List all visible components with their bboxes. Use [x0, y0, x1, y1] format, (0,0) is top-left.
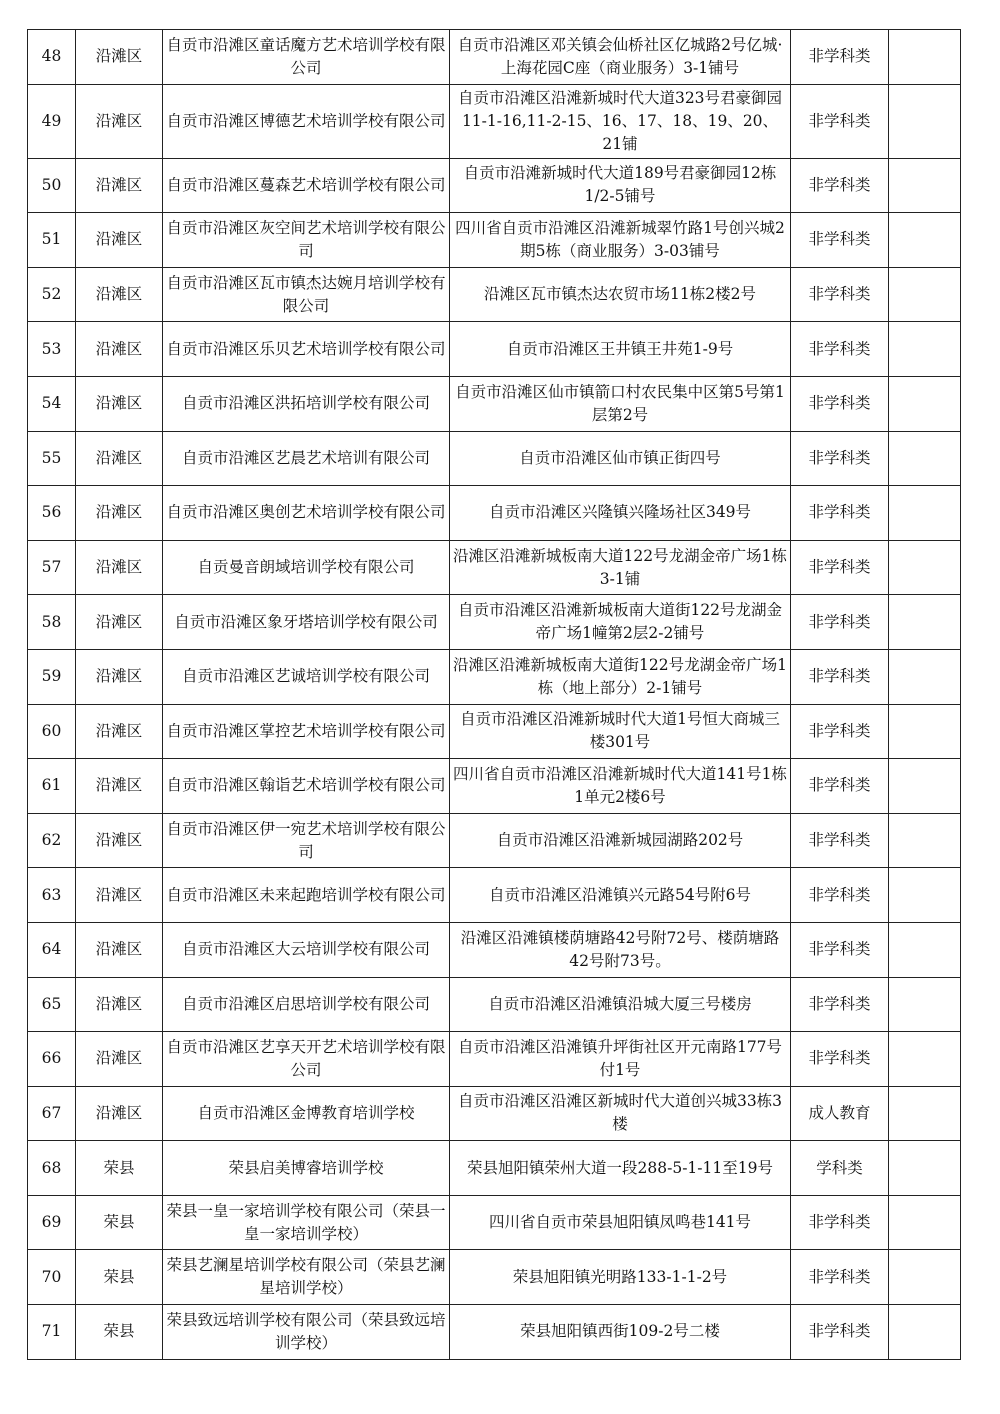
category-cell: 非学科类: [791, 322, 889, 377]
row-number-cell: 71: [28, 1305, 76, 1360]
table-row: [28, 1141, 961, 1196]
note-cell: [889, 267, 961, 322]
row-number-cell: 51: [28, 213, 76, 268]
category-cell: 成人教育: [791, 1086, 889, 1141]
note-cell: [889, 704, 961, 759]
district-cell: 沿滩区: [76, 1032, 163, 1087]
district-cell: 沿滩区: [76, 649, 163, 704]
row-number-cell: 66: [28, 1032, 76, 1087]
note-cell: [889, 595, 961, 650]
row-number-cell: 65: [28, 977, 76, 1032]
school-name-cell: 自贡市沿滩区大云培训学校有限公司: [163, 922, 450, 977]
note-cell: [889, 30, 961, 85]
category-cell: 非学科类: [791, 431, 889, 486]
row-number-cell: 63: [28, 868, 76, 923]
table-row: [28, 1195, 961, 1250]
table-row: [28, 30, 961, 85]
school-name-cell: 自贡市沿滩区伊一宛艺术培训学校有限公司: [163, 813, 450, 868]
note-cell: [889, 431, 961, 486]
school-name-cell: 自贡曼音朗域培训学校有限公司: [163, 540, 450, 595]
address-cell: 四川省自贡市沿滩区沿滩新城时代大道141号1栋1单元2楼6号: [450, 759, 791, 814]
address-cell: 荣县旭阳镇荣州大道一段288-5-1-11至19号: [450, 1141, 791, 1196]
district-cell: 沿滩区: [76, 595, 163, 650]
note-cell: [889, 1305, 961, 1360]
table-row: [28, 486, 961, 541]
school-name-cell: 自贡市沿滩区博德艺术培训学校有限公司: [163, 84, 450, 158]
district-cell: 沿滩区: [76, 322, 163, 377]
district-cell: 沿滩区: [76, 30, 163, 85]
address-cell: 自贡市沿滩新城时代大道189号君豪御园12栋1/2-5铺号: [450, 158, 791, 213]
row-number-cell: 55: [28, 431, 76, 486]
note-cell: [889, 649, 961, 704]
table-row: [28, 1086, 961, 1141]
table-row: [28, 540, 961, 595]
row-number-cell: 54: [28, 376, 76, 431]
address-cell: 自贡市沿滩区沿滩镇升坪街社区开元南路177号付1号: [450, 1032, 791, 1087]
school-name-cell: 自贡市沿滩区洪拓培训学校有限公司: [163, 376, 450, 431]
row-number-cell: 67: [28, 1086, 76, 1141]
category-cell: 非学科类: [791, 868, 889, 923]
row-number-cell: 68: [28, 1141, 76, 1196]
category-cell: 非学科类: [791, 813, 889, 868]
table-row: [28, 977, 961, 1032]
note-cell: [889, 486, 961, 541]
school-name-cell: 自贡市沿滩区瓦市镇杰达婉月培训学校有限公司: [163, 267, 450, 322]
district-cell: 沿滩区: [76, 704, 163, 759]
row-number-cell: 59: [28, 649, 76, 704]
note-cell: [889, 540, 961, 595]
note-cell: [889, 1250, 961, 1305]
address-cell: 自贡市沿滩区王井镇王井苑1-9号: [450, 322, 791, 377]
row-number-cell: 60: [28, 704, 76, 759]
school-name-cell: 自贡市沿滩区艺晨艺术培训有限公司: [163, 431, 450, 486]
row-number-cell: 61: [28, 759, 76, 814]
district-cell: 沿滩区: [76, 922, 163, 977]
school-name-cell: 自贡市沿滩区未来起跑培训学校有限公司: [163, 868, 450, 923]
address-cell: 自贡市沿滩区沿滩镇兴元路54号附6号: [450, 868, 791, 923]
category-cell: 非学科类: [791, 267, 889, 322]
address-cell: 自贡市沿滩区仙市镇正街四号: [450, 431, 791, 486]
note-cell: [889, 158, 961, 213]
district-cell: 沿滩区: [76, 1086, 163, 1141]
address-cell: 荣县旭阳镇光明路133-1-1-2号: [450, 1250, 791, 1305]
category-cell: 非学科类: [791, 158, 889, 213]
district-cell: 荣县: [76, 1141, 163, 1196]
school-name-cell: 自贡市沿滩区金博教育培训学校: [163, 1086, 450, 1141]
district-cell: 沿滩区: [76, 84, 163, 158]
table-row: [28, 649, 961, 704]
note-cell: [889, 922, 961, 977]
note-cell: [889, 868, 961, 923]
address-cell: 沿滩区沿滩新城板南大道街122号龙湖金帝广场1栋（地上部分）2-1铺号: [450, 649, 791, 704]
row-number-cell: 62: [28, 813, 76, 868]
table-row: [28, 322, 961, 377]
district-cell: 沿滩区: [76, 267, 163, 322]
row-number-cell: 58: [28, 595, 76, 650]
school-name-cell: 自贡市沿滩区乐贝艺术培训学校有限公司: [163, 322, 450, 377]
district-cell: 沿滩区: [76, 376, 163, 431]
row-number-cell: 49: [28, 84, 76, 158]
address-cell: 自贡市沿滩区仙市镇箭口村农民集中区第5号第1层第2号: [450, 376, 791, 431]
table-row: [28, 213, 961, 268]
category-cell: 非学科类: [791, 1305, 889, 1360]
address-cell: 四川省自贡市沿滩区沿滩新城翠竹路1号创兴城2期5栋（商业服务）3-03铺号: [450, 213, 791, 268]
category-cell: 非学科类: [791, 649, 889, 704]
address-cell: 荣县旭阳镇西街109-2号二楼: [450, 1305, 791, 1360]
training-school-table: [27, 29, 961, 1360]
district-cell: 沿滩区: [76, 977, 163, 1032]
category-cell: 学科类: [791, 1141, 889, 1196]
note-cell: [889, 84, 961, 158]
address-cell: 自贡市沿滩区沿滩新城时代大道323号君豪御园11-1-16,11-2-15、16、17、18、19、20、21铺: [450, 84, 791, 158]
category-cell: 非学科类: [791, 376, 889, 431]
row-number-cell: 48: [28, 30, 76, 85]
address-cell: 自贡市沿滩区兴隆镇兴隆场社区349号: [450, 486, 791, 541]
category-cell: 非学科类: [791, 977, 889, 1032]
category-cell: 非学科类: [791, 922, 889, 977]
table-row: [28, 759, 961, 814]
address-cell: 四川省自贡市荣县旭阳镇凤鸣巷141号: [450, 1195, 791, 1250]
school-name-cell: 自贡市沿滩区艺诚培训学校有限公司: [163, 649, 450, 704]
table-row: [28, 595, 961, 650]
table-row: [28, 376, 961, 431]
address-cell: 自贡市沿滩区沿滩新城园湖路202号: [450, 813, 791, 868]
table-row: [28, 922, 961, 977]
address-cell: 沿滩区瓦市镇杰达农贸市场11栋2楼2号: [450, 267, 791, 322]
note-cell: [889, 759, 961, 814]
district-cell: 沿滩区: [76, 213, 163, 268]
note-cell: [889, 1195, 961, 1250]
district-cell: 荣县: [76, 1250, 163, 1305]
category-cell: 非学科类: [791, 1032, 889, 1087]
row-number-cell: 64: [28, 922, 76, 977]
note-cell: [889, 1032, 961, 1087]
district-cell: 沿滩区: [76, 868, 163, 923]
category-cell: 非学科类: [791, 1250, 889, 1305]
row-number-cell: 69: [28, 1195, 76, 1250]
row-number-cell: 50: [28, 158, 76, 213]
table-row: [28, 704, 961, 759]
category-cell: 非学科类: [791, 486, 889, 541]
district-cell: 沿滩区: [76, 158, 163, 213]
school-name-cell: 自贡市沿滩区灰空间艺术培训学校有限公司: [163, 213, 450, 268]
school-name-cell: 自贡市沿滩区奥创艺术培训学校有限公司: [163, 486, 450, 541]
category-cell: 非学科类: [791, 84, 889, 158]
address-cell: 自贡市沿滩区邓关镇会仙桥社区亿城路2号亿城·上海花园C座（商业服务）3-1铺号: [450, 30, 791, 85]
category-cell: 非学科类: [791, 759, 889, 814]
district-cell: 荣县: [76, 1305, 163, 1360]
table-row: [28, 1250, 961, 1305]
school-name-cell: 荣县致远培训学校有限公司（荣县致远培训学校）: [163, 1305, 450, 1360]
category-cell: 非学科类: [791, 595, 889, 650]
school-name-cell: 自贡市沿滩区启思培训学校有限公司: [163, 977, 450, 1032]
row-number-cell: 52: [28, 267, 76, 322]
table-row: [28, 84, 961, 158]
school-name-cell: 荣县艺澜星培训学校有限公司（荣县艺澜星培训学校）: [163, 1250, 450, 1305]
school-name-cell: 自贡市沿滩区象牙塔培训学校有限公司: [163, 595, 450, 650]
note-cell: [889, 213, 961, 268]
district-cell: 沿滩区: [76, 813, 163, 868]
note-cell: [889, 1141, 961, 1196]
category-cell: 非学科类: [791, 213, 889, 268]
address-cell: 自贡市沿滩区沿滩镇沿城大厦三号楼房: [450, 977, 791, 1032]
note-cell: [889, 322, 961, 377]
district-cell: 荣县: [76, 1195, 163, 1250]
table-body: [28, 30, 961, 1360]
table-row: [28, 813, 961, 868]
school-name-cell: 自贡市沿滩区蔓森艺术培训学校有限公司: [163, 158, 450, 213]
school-name-cell: 荣县一皇一家培训学校有限公司（荣县一皇一家培训学校）: [163, 1195, 450, 1250]
category-cell: 非学科类: [791, 540, 889, 595]
school-name-cell: 自贡市沿滩区翰诣艺术培训学校有限公司: [163, 759, 450, 814]
address-cell: 自贡市沿滩区沿滩新城板南大道街122号龙湖金帝广场1幢第2层2-2铺号: [450, 595, 791, 650]
row-number-cell: 56: [28, 486, 76, 541]
row-number-cell: 53: [28, 322, 76, 377]
table-row: [28, 1305, 961, 1360]
school-name-cell: 自贡市沿滩区掌控艺术培训学校有限公司: [163, 704, 450, 759]
district-cell: 沿滩区: [76, 759, 163, 814]
school-name-cell: 自贡市沿滩区童话魔方艺术培训学校有限公司: [163, 30, 450, 85]
note-cell: [889, 376, 961, 431]
category-cell: 非学科类: [791, 704, 889, 759]
table-row: [28, 868, 961, 923]
district-cell: 沿滩区: [76, 540, 163, 595]
row-number-cell: 70: [28, 1250, 76, 1305]
table-row: [28, 1032, 961, 1087]
category-cell: 非学科类: [791, 30, 889, 85]
address-cell: 自贡市沿滩区沿滩新城时代大道1号恒大商城三楼301号: [450, 704, 791, 759]
address-cell: 自贡市沿滩区沿滩区新城时代大道创兴城33栋3楼: [450, 1086, 791, 1141]
district-cell: 沿滩区: [76, 431, 163, 486]
note-cell: [889, 813, 961, 868]
category-cell: 非学科类: [791, 1195, 889, 1250]
table-row: [28, 267, 961, 322]
school-name-cell: 自贡市沿滩区艺享天开艺术培训学校有限公司: [163, 1032, 450, 1087]
note-cell: [889, 977, 961, 1032]
table-row: [28, 158, 961, 213]
note-cell: [889, 1086, 961, 1141]
table-row: [28, 431, 961, 486]
district-cell: 沿滩区: [76, 486, 163, 541]
school-name-cell: 荣县启美博睿培训学校: [163, 1141, 450, 1196]
row-number-cell: 57: [28, 540, 76, 595]
address-cell: 沿滩区沿滩新城板南大道122号龙湖金帝广场1栋3-1铺: [450, 540, 791, 595]
address-cell: 沿滩区沿滩镇楼荫塘路42号附72号、楼荫塘路42号附73号。: [450, 922, 791, 977]
